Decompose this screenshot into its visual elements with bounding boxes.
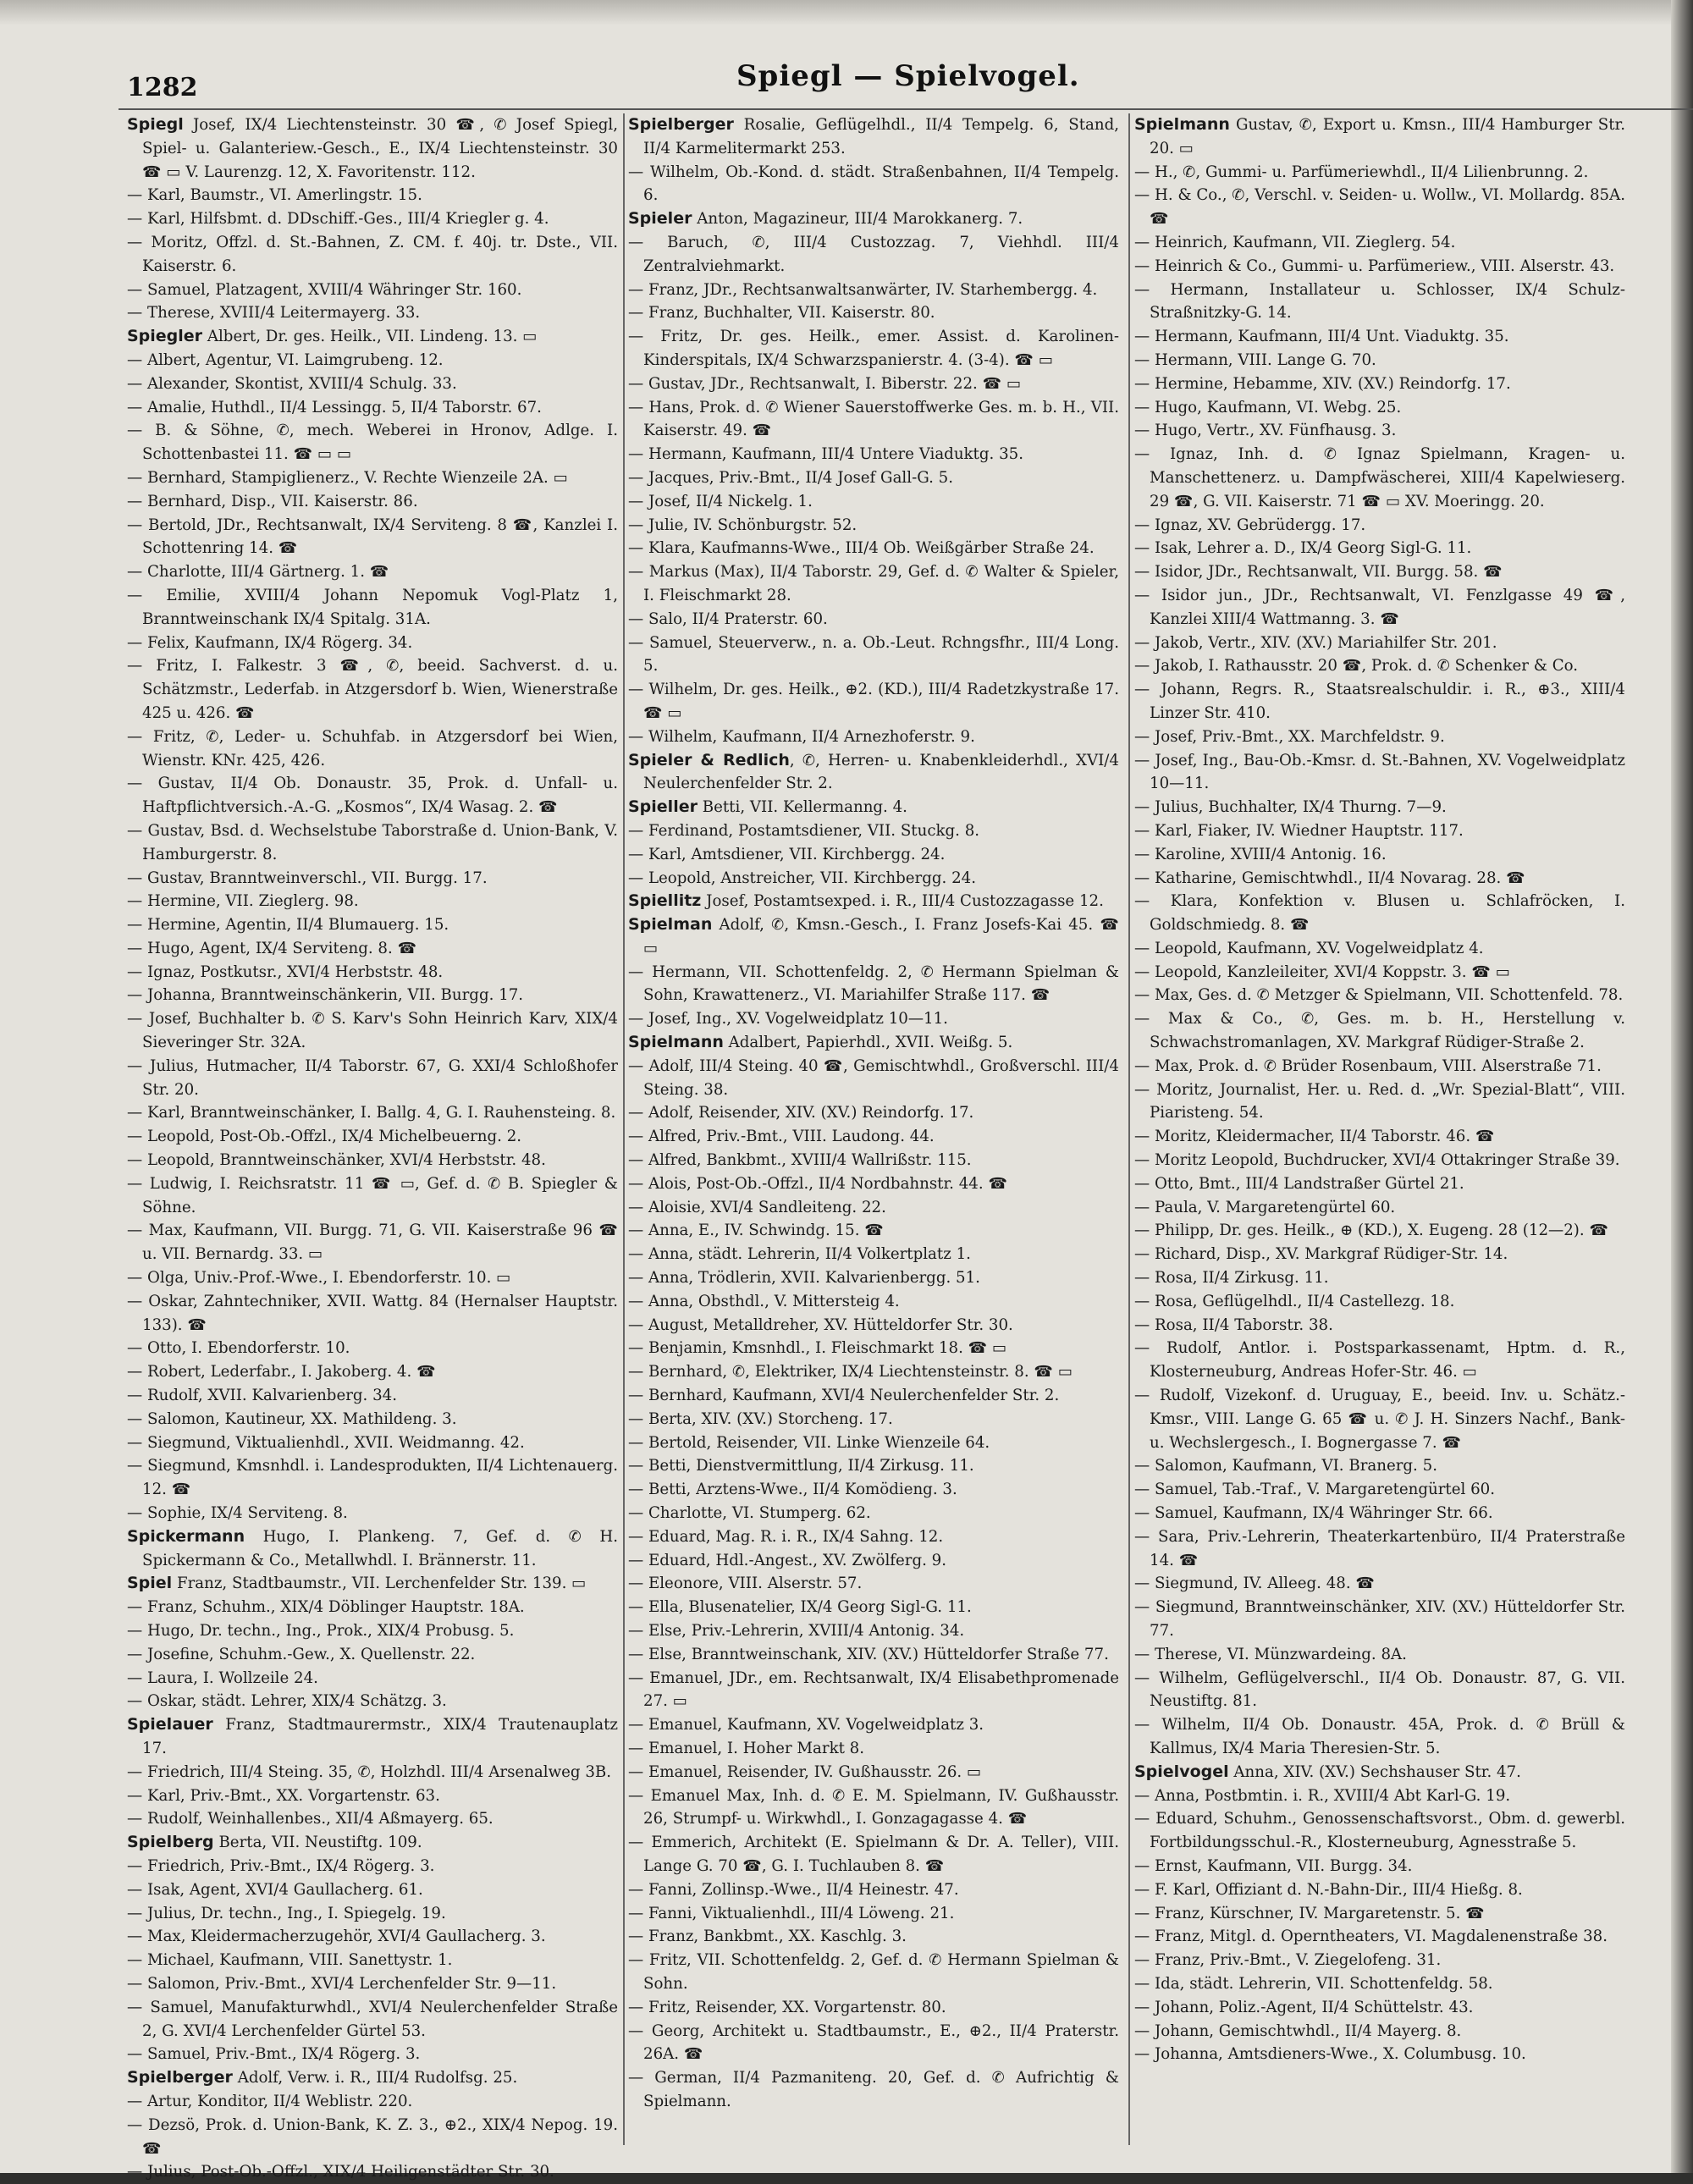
directory-entry: — Isak, Lehrer a. D., IX/4 Georg Sigl-G. 11. (1134, 539, 1472, 558)
directory-entry: — Friedrich, III/4 Steing. 35, ✆, Holzhdl. III/4 Arsenalweg 3B. (127, 1762, 612, 1781)
directory-entry: — Ignaz, Postkutsr., XVI/4 Herbststr. 48. (127, 962, 444, 981)
directory-entry: — Isidor, JDr., Rechtsanwalt, VII. Burgg. 58. ☎ (1134, 563, 1503, 582)
header-rule (119, 108, 1693, 110)
directory-entry: — Salomon, Kautineur, XX. Mathildeng. 3. (127, 1409, 457, 1428)
directory-entry: — Leopold, Post-Ob.-Offzl., IX/4 Michelbeuerng. 2. (127, 1128, 522, 1146)
directory-entry: Spielmann Gustav, ✆, Export u. Kmsn., III/4 Hamburger Str. 20. ▭ (1134, 115, 1625, 157)
directory-entry: — Wilhelm, Dr. ges. Heilk., ⊕2. (KD.), III/4 Radetzkystraße 17. ☎ ▭ (628, 681, 1119, 722)
directory-entry: — Bertold, JDr., Rechtsanwalt, IX/4 Serviteng. 8 ☎, Kanzlei I. Schottenring 14. ☎ (127, 516, 618, 558)
directory-entry: — Julius, Dr. techn., Ing., I. Spiegelg. 19. (127, 1904, 446, 1922)
directory-entry: — Josef, Ing., Bau-Ob.-Kmsr. d. St.-Bahnen, XV. Vogelweidplatz 10—11. (1134, 751, 1625, 793)
directory-entry: — Josef, Buchhalter b. ✆ S. Karv's Sohn Heinrich Karv, XIX/4 Sieveringer Str. 32A. (127, 1010, 618, 1052)
directory-entry: — Emanuel, Kaufmann, XV. Vogelweidplatz 3. (628, 1716, 984, 1735)
directory-entry: — Josef, Ing., XV. Vogelweidplatz 10—11. (628, 1010, 948, 1029)
directory-entry: — Ella, Blusenatelier, IX/4 Georg Sigl-G. 11. (628, 1598, 972, 1617)
directory-entry: — Karl, Fiaker, IV. Wiedner Hauptstr. 117. (1134, 821, 1464, 840)
directory-entry: — Johann, Poliz.-Agent, II/4 Schüttelstr. 43. (1134, 1998, 1474, 2016)
directory-entry: — Anna, Obsthdl., V. Mittersteig 4. (628, 1292, 900, 1310)
directory-entry: — Gustav, Branntweinverschl., VII. Burgg. 17. (127, 869, 488, 887)
directory-entry: — Hugo, Kaufmann, VI. Webg. 25. (1134, 398, 1402, 416)
directory-entry: — Wilhelm, Kaufmann, II/4 Arnezhoferstr. 9. (628, 727, 975, 746)
directory-entry: — B. & Söhne, ✆, mech. Weberei in Hronov, Adlge. I. Schottenbastei 11. ☎ ▭ ▭ (127, 422, 618, 464)
directory-entry: — H., ✆, Gummi- u. Parfümeriewhdl., II/4 Lilienbrunng. 2. (1134, 163, 1589, 181)
directory-entry: — Bernhard, ✆, Elektriker, IX/4 Liechtensteinstr. 8. ☎ ▭ (628, 1363, 1073, 1382)
directory-entry: — Gustav, JDr., Rechtsanwalt, I. Biberstr. 22. ☎ ▭ (628, 374, 1022, 393)
directory-entry: — Hermine, VII. Zieglerg. 98. (127, 892, 359, 911)
directory-entry: — Klara, Konfektion v. Blusen u. Schlafröcken, I. Goldschmiedg. 8. ☎ (1134, 892, 1625, 935)
directory-entry: — Philipp, Dr. ges. Heilk., ⊕ (KD.), X. Eugeng. 28 (12—2). ☎ (1134, 1222, 1609, 1240)
directory-entry: — Anna, E., IV. Schwindg. 15. ☎ (628, 1222, 884, 1240)
directory-entry: Spieller Betti, VII. Kellermanng. 4. (628, 797, 907, 817)
directory-entry: — Samuel, Platzagent, XVIII/4 Währinger Str. 160. (127, 280, 522, 299)
directory-entry: — Ernst, Kaufmann, VII. Burgg. 34. (1134, 1856, 1413, 1875)
directory-entry: — Moritz, Journalist, Her. u. Red. d. „Wr. Spezial-Blatt“, VIII. Piaristeng. 54. (1134, 1080, 1625, 1122)
directory-entry: — Anna, städt. Lehrerin, II/4 Volkertplatz 1. (628, 1245, 971, 1264)
directory-entry: — Franz, Priv.-Bmt., V. Ziegelofeng. 31. (1134, 1951, 1442, 1970)
directory-entry: — Felix, Kaufmann, IX/4 Rögerg. 34. (127, 633, 413, 652)
directory-entry: — Franz, JDr., Rechtsanwaltsanwärter, IV. Starhembergg. 4. (628, 280, 1098, 299)
directory-entry: — Hermann, Installateur u. Schlosser, IX/4 Schulz-Straßnitzky-G. 14. (1134, 280, 1625, 323)
directory-entry: — Leopold, Kanzleileiter, XVI/4 Koppstr. 3. ☎ ▭ (1134, 962, 1510, 981)
directory-entry: — Emanuel, JDr., em. Rechtsanwalt, IX/4 Elisabethpromenade 27. ▭ (628, 1668, 1119, 1711)
directory-entry: — Anna, Postbmtin. i. R., XVIII/4 Abt Karl-G. 19. (1134, 1786, 1511, 1805)
directory-entry: — Julie, IV. Schönburgstr. 52. (628, 516, 858, 534)
directory-entry: — Amalie, Huthdl., II/4 Lessingg. 5, II/4 Taborstr. 67. (127, 398, 542, 416)
directory-entry: — Ignaz, Inh. d. ✆ Ignaz Spielmann, Kragen- u. Manschettenerz. u. Dampfwäscherei, XIII/4 Kapelwieserg. 29 ☎, G. VII. Kaiserstr. 71 ☎ ▭ XV. Moeringg. 20. (1134, 445, 1625, 510)
directory-entry: — Isidor jun., JDr., Rechtsanwalt, VI. Fenzlgasse 49 ☎, Kanzlei XIII/4 Wattmanng. 3. ☎ (1134, 586, 1625, 628)
directory-entry: — Fritz, Reisender, XX. Vorgartenstr. 80. (628, 1998, 946, 2016)
directory-entry: — Hugo, Agent, IX/4 Serviteng. 8. ☎ (127, 939, 417, 957)
directory-entry: Spiegler Albert, Dr. ges. Heilk., VII. Lindeng. 13. ▭ (127, 327, 538, 346)
directory-entry: — Wilhelm, Geflügelverschl., II/4 Ob. Donaustr. 87, G. VII. Neustiftg. 81. (1134, 1668, 1625, 1711)
column-divider (623, 113, 625, 2145)
directory-entry: — Rudolf, Weinhallenbes., XII/4 Aßmayerg. 65. (127, 1810, 494, 1828)
directory-entry: — Rudolf, Antlor. i. Postsparkassenamt, Hptm. d. R., Klosterneuburg, Andreas Hofer-Str. 46. ▭ (1134, 1339, 1625, 1382)
directory-entry: Spickermann Hugo, I. Plankeng. 7, Gef. d. ✆ H. Spickermann & Co., Metallwhdl. I. Brännerstr. 11. (127, 1526, 618, 1569)
directory-entry: — Emmerich, Architekt (E. Spielmann & Dr. A. Teller), VIII. Lange G. 70 ☎, G. I. Tuchlauben 8. ☎ (628, 1834, 1119, 1875)
directory-entry: — Isak, Agent, XVI/4 Gaullacherg. 61. (127, 1880, 423, 1899)
directory-entry: — Wilhelm, II/4 Ob. Donaustr. 45A, Prok. d. ✆ Brüll & Kallmus, IX/4 Maria Theresien-Str. 5. (1134, 1716, 1625, 1757)
directory-entry: — Moritz, Kleidermacher, II/4 Taborstr. 46. ☎ (1134, 1128, 1495, 1146)
directory-entry: — Otto, I. Ebendorferstr. 10. (127, 1339, 350, 1358)
directory-entry: — Karl, Baumstr., VI. Amerlingstr. 15. (127, 186, 422, 205)
directory-entry: — Hermine, Hebamme, XIV. (XV.) Reindorfg. 17. (1134, 374, 1511, 393)
directory-entry: — Franz, Schuhm., XIX/4 Döblinger Hauptstr. 18A. (127, 1598, 525, 1617)
directory-entry: — Samuel, Tab.-Traf., V. Margaretengürtel 60. (1134, 1481, 1495, 1499)
directory-entry: — Emanuel Max, Inh. d. ✆ E. M. Spielmann, IV. Gußhausstr. 26, Strumpf- u. Wirkwhdl., I. Gonzagagasse 4. ☎ (628, 1786, 1119, 1828)
directory-entry: Spielberg Berta, VII. Neustiftg. 109. (127, 1833, 422, 1852)
directory-entry: — Julius, Hutmacher, II/4 Taborstr. 67, G. XXI/4 Schloßhofer Str. 20. (127, 1056, 618, 1099)
directory-entry: Spiegl Josef, IX/4 Liechtensteinstr. 30 ☎, ✆ Josef Spiegl, Spiel- u. Galanteriew.-Gesch., E., IX/4 Liechtensteinstr. 30 ☎ ▭ V. Laurenzg. 12, X. Favoritenstr. 112. (127, 115, 618, 181)
directory-entry: — Berta, XIV. (XV.) Storcheng. 17. (628, 1409, 893, 1428)
directory-entry: — Jakob, Vertr., XIV. (XV.) Mariahilfer Str. 201. (1134, 633, 1497, 652)
directory-entry: — German, II/4 Pazmaniteng. 20, Gef. d. ✆ Aufrichtig & Spielmann. (628, 2069, 1119, 2110)
directory-entry: — Siegmund, Viktualienhdl., XVII. Weidmanng. 42. (127, 1433, 525, 1452)
directory-entry: Spielberger Adolf, Verw. i. R., III/4 Rudolfsg. 25. (127, 2068, 518, 2087)
directory-entry: — Ida, städt. Lehrerin, VII. Schottenfeldg. 58. (1134, 1974, 1493, 1993)
directory-entry: — Hermann, VII. Schottenfeldg. 2, ✆ Hermann Spielman & Sohn, Krawattenerz., VI. Mariahilfer Straße 117. ☎ (628, 962, 1119, 1005)
directory-entry: — Hugo, Dr. techn., Ing., Prok., XIX/4 Probusg. 5. (127, 1622, 515, 1640)
directory-entry: — Ferdinand, Postamtsdiener, VII. Stuckg. 8. (628, 821, 980, 840)
directory-entry: — Dezsö, Prok. d. Union-Bank, K. Z. 3., ⊕2., XIX/4 Nepog. 19. ☎ (127, 2115, 618, 2158)
column-divider (1128, 113, 1130, 2145)
directory-entry: — Paula, V. Margaretengürtel 60. (1134, 1198, 1396, 1216)
directory-entry: — Ignaz, XV. Gebrüdergg. 17. (1134, 516, 1366, 534)
directory-entry: — Leopold, Branntweinschänker, XVI/4 Herbststr. 48. (127, 1151, 546, 1170)
directory-entry: — Julius, Buchhalter, IX/4 Thurng. 7—9. (1134, 798, 1447, 817)
directory-entry: — Salomon, Kaufmann, VI. Branerg. 5. (1134, 1457, 1437, 1475)
directory-entry: — Hans, Prok. d. ✆ Wiener Sauerstoffwerke Ges. m. b. H., VII. Kaiserstr. 49. ☎ (628, 398, 1119, 440)
directory-entry: — August, Metalldreher, XV. Hütteldorfer Str. 30. (628, 1315, 1013, 1334)
directory-entry: — Bertold, Reisender, VII. Linke Wienzeile 64. (628, 1433, 990, 1452)
directory-entry: — Emanuel, I. Hoher Markt 8. (628, 1739, 865, 1757)
directory-entry: — Sara, Priv.-Lehrerin, Theaterkartenbüro, II/4 Praterstraße 14. ☎ (1134, 1527, 1625, 1569)
directory-entry: — Franz, Kürschner, IV. Margaretenstr. 5. ☎ (1134, 1904, 1485, 1922)
directory-entry: Spiel Franz, Stadtbaumstr., VII. Lerchenfelder Str. 139. ▭ (127, 1574, 587, 1593)
directory-entry: — Rudolf, XVII. Kalvarienberg. 34. (127, 1387, 398, 1405)
directory-entry: — Siegmund, Branntweinschänker, XIV. (XV.) Hütteldorfer Str. 77. (1134, 1598, 1625, 1640)
directory-entry: — F. Karl, Offiziant d. N.-Bahn-Dir., III/4 Hießg. 8. (1134, 1880, 1523, 1899)
directory-column-1 (127, 113, 618, 2181)
directory-entry: — Oskar, städt. Lehrer, XIX/4 Schätzg. 3. (127, 1692, 447, 1711)
directory-entry: — Hermann, Kaufmann, III/4 Unt. Viaduktg. 35. (1134, 328, 1509, 346)
directory-entry: — Michael, Kaufmann, VIII. Sanettystr. 1. (127, 1951, 453, 1970)
directory-entry: — Friedrich, Priv.-Bmt., IX/4 Rögerg. 3. (127, 1856, 435, 1875)
page-top-shadow (0, 0, 1693, 25)
directory-entry: — Ludwig, I. Reichsratstr. 11 ☎ ▭, Gef. d. ✆ B. Spiegler & Söhne. (127, 1174, 618, 1216)
directory-entry: — Charlotte, III/4 Gärtnerg. 1. ☎ (127, 563, 389, 582)
directory-entry: — Salomon, Priv.-Bmt., XVI/4 Lerchenfelder Str. 9—11. (127, 1974, 557, 1993)
directory-entry: — Rosa, Geflügelhdl., II/4 Castellezg. 18. (1134, 1292, 1455, 1310)
directory-column-3 (1134, 113, 1625, 2162)
directory-entry: — Max, Kleidermacherzugehör, XVI/4 Gaullacherg. 3. (127, 1928, 546, 1946)
directory-entry: — Hermann, VIII. Lange G. 70. (1134, 350, 1376, 369)
directory-entry: — Samuel, Steuerverw., n. a. Ob.-Leut. Rchngsfhr., III/4 Long. 5. (628, 633, 1119, 676)
directory-entry: — Fritz, VII. Schottenfeldg. 2, Gef. d. ✆ Hermann Spielman & Sohn. (628, 1951, 1119, 1993)
directory-entry: — Laura, I. Wollzeile 24. (127, 1668, 318, 1687)
directory-entry: — Karl, Hilfsbmt. d. DDschiff.-Ges., III/4 Kriegler g. 4. (127, 210, 549, 229)
directory-entry: — Siegmund, IV. Alleeg. 48. ☎ (1134, 1575, 1376, 1593)
directory-entry: — Josefine, Schuhm.-Gew., X. Quellenstr. 22. (127, 1645, 476, 1663)
directory-entry: — Betti, Dienstvermittlung, II/4 Zirkusg. 11. (628, 1457, 974, 1475)
directory-entry: — Max & Co., ✆, Ges. m. b. H., Herstellung v. Schwachstromanlagen, XV. Markgraf Rüdiger-Straße 2. (1134, 1010, 1625, 1052)
page-number: 1282 (127, 73, 198, 102)
directory-entry: — Bernhard, Kaufmann, XVI/4 Neulerchenfelder Str. 2. (628, 1387, 1060, 1405)
directory-entry: — Karl, Priv.-Bmt., XX. Vorgartenstr. 63. (127, 1786, 440, 1805)
directory-entry: — Samuel, Priv.-Bmt., IX/4 Rögerg. 3. (127, 2045, 421, 2064)
directory-entry: Spielauer Franz, Stadtmaurermstr., XIX/4 Trautenauplatz 17. (127, 1715, 618, 1757)
directory-entry: — Albert, Agentur, VI. Laimgrubeng. 12. (127, 350, 444, 369)
directory-entry: — Fritz, Dr. ges. Heilk., emer. Assist. d. Karolinen-Kinderspitals, IX/4 Schwarzspanierstr. 4. (3-4). ☎ ▭ (628, 328, 1119, 369)
directory-entry: — Samuel, Manufakturwhdl., XVI/4 Neulerchenfelder Straße 2, G. XVI/4 Lerchenfelder Gürtel 53. (127, 1998, 618, 2040)
directory-entry: — Josef, II/4 Nickelg. 1. (628, 492, 813, 510)
directory-entry: — Jakob, I. Rathausstr. 20 ☎, Prok. d. ✆ Schenker & Co. (1134, 657, 1579, 676)
directory-entry: — Sophie, IX/4 Serviteng. 8. (127, 1504, 348, 1523)
directory-entry: — Alois, Post-Ob.-Offzl., II/4 Nordbahnstr. 44. ☎ (628, 1174, 1008, 1193)
directory-entry: — Moritz Leopold, Buchdrucker, XVI/4 Ottakringer Straße 39. (1134, 1151, 1620, 1170)
directory-entry: — Samuel, Kaufmann, IX/4 Währinger Str. 66. (1134, 1504, 1493, 1523)
directory-entry: — Heinrich & Co., Gummi- u. Parfümeriew., VIII. Alserstr. 43. (1134, 256, 1615, 275)
directory-entry: — Alfred, Priv.-Bmt., VIII. Laudong. 44. (628, 1128, 935, 1146)
directory-entry: — Fritz, ✆, Leder- u. Schuhfab. in Atzgersdorf bei Wien, Wienstr. KNr. 425, 426. (127, 727, 618, 769)
directory-entry: — Alexander, Skontist, XVIII/4 Schulg. 33. (127, 374, 457, 393)
directory-entry: — Hermann, Kaufmann, III/4 Untere Viaduktg. 35. (628, 445, 1023, 464)
directory-entry: — Rudolf, Vizekonf. d. Uruguay, E., beeid. Inv. u. Schätz.-Kmsr., VIII. Lange G. 65 ☎ u. ✆ J. H. Sinzers Nachf., Bank- u. Wechslergesch., I. Bognergasse 7. ☎ (1134, 1387, 1625, 1452)
directory-entry: — Eduard, Schuhm., Genossenschaftsvorst., Obm. d. gewerbl. Fortbildungsschul.-R., Klosterneuburg, Agnesstraße 5. (1134, 1810, 1625, 1852)
directory-entry: — Salo, II/4 Praterstr. 60. (628, 609, 828, 628)
directory-entry: — Fanni, Zollinsp.-Wwe., II/4 Heinestr. 47. (628, 1880, 959, 1899)
directory-entry: — Johann, Regrs. R., Staatsrealschuldir. i. R., ⊕3., XIII/4 Linzer Str. 410. (1134, 681, 1625, 722)
directory-entry: — Gustav, Bsd. d. Wechselstube Taborstraße d. Union-Bank, V. Hamburgerstr. 8. (127, 821, 618, 863)
directory-entry: — H. & Co., ✆, Verschl. v. Seiden- u. Wollw., VI. Mollardg. 85A. ☎ (1134, 186, 1625, 229)
directory-entry: Spielvogel Anna, XIV. (XV.) Sechshauser Str. 47. (1134, 1762, 1521, 1781)
directory-entry: — Else, Branntweinschank, XIV. (XV.) Hütteldorfer Straße 77. (628, 1645, 1109, 1663)
directory-entry: — Oskar, Zahntechniker, XVII. Wattg. 84 (Hernalser Hauptstr. 133). ☎ (127, 1292, 618, 1334)
directory-entry: — Fanni, Viktualienhdl., III/4 Löweng. 21. (628, 1904, 955, 1922)
directory-entry: — Else, Priv.-Lehrerin, XVIII/4 Antonig. 34. (628, 1622, 965, 1640)
directory-entry: — Hermine, Agentin, II/4 Blumauerg. 15. (127, 916, 449, 935)
directory-entry: Spieler Anton, Magazineur, III/4 Marokkanerg. 7. (628, 209, 1023, 229)
directory-entry: — Max, Prok. d. ✆ Brüder Rosenbaum, VIII. Alserstraße 71. (1134, 1056, 1602, 1075)
directory-entry: — Johanna, Amtsdieners-Wwe., X. Columbusg. 10. (1134, 2045, 1526, 2064)
directory-entry: — Karl, Amtsdiener, VII. Kirchbergg. 24. (628, 845, 946, 863)
directory-column-2 (628, 113, 1119, 2162)
directory-entry: — Wilhelm, Ob.-Kond. d. städt. Straßenbahnen, II/4 Tempelg. 6. (628, 163, 1119, 205)
directory-entry: — Emanuel, Reisender, IV. Gußhausstr. 26. ▭ (628, 1762, 982, 1781)
directory-entry: — Franz, Buchhalter, VII. Kaiserstr. 80. (628, 304, 935, 323)
page-right-edge (1671, 0, 1693, 2173)
directory-entry: — Eduard, Mag. R. i. R., IX/4 Sahng. 12. (628, 1527, 944, 1546)
directory-entry: — Max, Ges. d. ✆ Metzger & Spielmann, VII. Schottenfeld. 78. (1134, 986, 1624, 1005)
directory-entry: — Franz, Mitgl. d. Operntheaters, VI. Magdalenenstraße 38. (1134, 1928, 1608, 1946)
directory-entry: — Georg, Architekt u. Stadtbaumstr., E., ⊕2., II/4 Praterstr. 26A. ☎ (628, 2021, 1119, 2064)
directory-entry: — Jacques, Priv.-Bmt., II/4 Josef Gall-G. 5. (628, 468, 954, 487)
directory-entry: Spielman Adolf, ✆, Kmsn.-Gesch., I. Franz Josefs-Kai 45. ☎ ▭ (628, 915, 1119, 957)
directory-entry: — Adolf, Reisender, XIV. (XV.) Reindorfg. 17. (628, 1104, 974, 1122)
directory-entry: — Benjamin, Kmsnhdl., I. Fleischmarkt 18. ☎ ▭ (628, 1339, 1007, 1358)
directory-entry: — Aloisie, XVI/4 Sandleiteng. 22. (628, 1198, 886, 1216)
directory-entry: — Rosa, II/4 Zirkusg. 11. (1134, 1269, 1329, 1288)
directory-entry: — Alfred, Bankbmt., XVIII/4 Wallrißstr. 115. (628, 1151, 972, 1170)
directory-entry: — Bernhard, Stampiglienerz., V. Rechte Wienzeile 2A. ▭ (127, 468, 568, 487)
directory-entry: — Charlotte, VI. Stumperg. 62. (628, 1504, 871, 1523)
directory-entry: — Emilie, XVIII/4 Johann Nepomuk Vogl-Platz 1, Branntweinschank IX/4 Spitalg. 31A. (127, 586, 618, 628)
directory-entry: — Adolf, III/4 Steing. 40 ☎, Gemischtwhdl., Großverschl. III/4 Steing. 38. (628, 1056, 1119, 1099)
directory-entry: — Rosa, II/4 Taborstr. 38. (1134, 1315, 1333, 1334)
directory-entry: — Klara, Kaufmanns-Wwe., III/4 Ob. Weißgärber Straße 24. (628, 539, 1095, 558)
directory-entry: — Siegmund, Kmsnhdl. i. Landesprodukten, II/4 Lichtenauerg. 12. ☎ (127, 1457, 618, 1499)
directory-entry: — Moritz, Offzl. d. St.-Bahnen, Z. CM. f. 40j. tr. Dste., VII. Kaiserstr. 6. (127, 233, 618, 275)
directory-entry: — Artur, Konditor, II/4 Weblistr. 220. (127, 2092, 413, 2110)
directory-entry: — Markus (Max), II/4 Taborstr. 29, Gef. d. ✆ Walter & Spieler, I. Fleischmarkt 28. (628, 563, 1119, 604)
directory-entry: — Karoline, XVIII/4 Antonig. 16. (1134, 845, 1387, 863)
directory-entry: — Fritz, I. Falkestr. 3 ☎, ✆, beeid. Sachverst. d. u. Schätzmstr., Lederfab. in Atzgersdorf b. Wien, Wienerstraße 425 u. 426. ☎ (127, 657, 618, 722)
directory-entry: — Katharine, Gemischtwhdl., II/4 Novarag. 28. ☎ (1134, 869, 1525, 887)
directory-entry: Spielberger Rosalie, Geflügelhdl., II/4 Tempelg. 6, Stand, II/4 Karmelitermarkt 253. (628, 115, 1119, 157)
directory-entry: — Karl, Branntweinschänker, I. Ballg. 4, G. I. Rauhensteing. 8. (127, 1104, 616, 1122)
directory-entry: — Therese, XVIII/4 Leitermayerg. 33. (127, 304, 421, 323)
directory-entry: — Otto, Bmt., III/4 Landstraßer Gürtel 21. (1134, 1174, 1464, 1193)
directory-entry: — Josef, Priv.-Bmt., XX. Marchfeldstr. 9. (1134, 727, 1445, 746)
directory-entry: — Bernhard, Disp., VII. Kaiserstr. 86. (127, 492, 418, 510)
directory-entry: — Anna, Trödlerin, XVII. Kalvarienbergg. 51. (628, 1269, 980, 1288)
directory-entry: — Leopold, Anstreicher, VII. Kirchbergg. 24. (628, 869, 976, 887)
directory-entry: — Richard, Disp., XV. Markgraf Rüdiger-Str. 14. (1134, 1245, 1508, 1264)
directory-entry: — Heinrich, Kaufmann, VII. Zieglerg. 54. (1134, 233, 1456, 251)
directory-entry: — Johann, Gemischtwhdl., II/4 Mayerg. 8. (1134, 2021, 1462, 2040)
directory-entry: Spiellitz Josef, Postamtsexped. i. R., III/4 Custozzagasse 12. (628, 891, 1104, 911)
directory-entry: — Johanna, Branntweinschänkerin, VII. Burgg. 17. (127, 986, 524, 1005)
directory-entry: — Max, Kaufmann, VII. Burgg. 71, G. VII. Kaiserstraße 96 ☎ u. VII. Bernardg. 33. ▭ (127, 1222, 618, 1264)
directory-entry: Spielmann Adalbert, Papierhdl., XVII. Weißg. 5. (628, 1033, 1013, 1052)
directory-entry: — Leopold, Kaufmann, XV. Vogelweidplatz 4. (1134, 939, 1484, 957)
directory-entry: Spieler & Redlich, ✆, Herren- u. Knabenkleiderhdl., XVI/4 Neulerchenfelder Str. 2. (628, 750, 1120, 793)
directory-entry: — Olga, Univ.-Prof.-Wwe., I. Ebendorferstr. 10. ▭ (127, 1269, 511, 1288)
directory-entry: — Baruch, ✆, III/4 Custozzag. 7, Viehhdl. III/4 Zentralviehmarkt. (628, 233, 1119, 275)
directory-entry: — Eleonore, VIII. Alserstr. 57. (628, 1575, 863, 1593)
directory-entry: — Eduard, Hdl.-Angest., XV. Zwölferg. 9. (628, 1551, 947, 1569)
directory-entry: — Therese, VI. Münzwardeing. 8A. (1134, 1645, 1407, 1663)
directory-entry: — Hugo, Vertr., XV. Fünfhausg. 3. (1134, 422, 1397, 440)
running-head: Spiegl — Spielvogel. (736, 59, 1080, 93)
directory-entry: — Robert, Lederfabr., I. Jakoberg. 4. ☎ (127, 1363, 436, 1382)
directory-entry: — Julius, Post-Ob.-Offzl., XIX/4 Heiligenstädter Str. 30. (127, 2163, 554, 2181)
directory-entry: — Gustav, II/4 Ob. Donaustr. 35, Prok. d. Unfall- u. Haftpflichtversich.-A.-G. „Kosmos“, IX/4 Wasag. 2. ☎ (127, 775, 618, 817)
directory-entry: — Betti, Arztens-Wwe., II/4 Komödieng. 3. (628, 1481, 957, 1499)
directory-entry: — Franz, Bankbmt., XX. Kaschlg. 3. (628, 1928, 907, 1946)
